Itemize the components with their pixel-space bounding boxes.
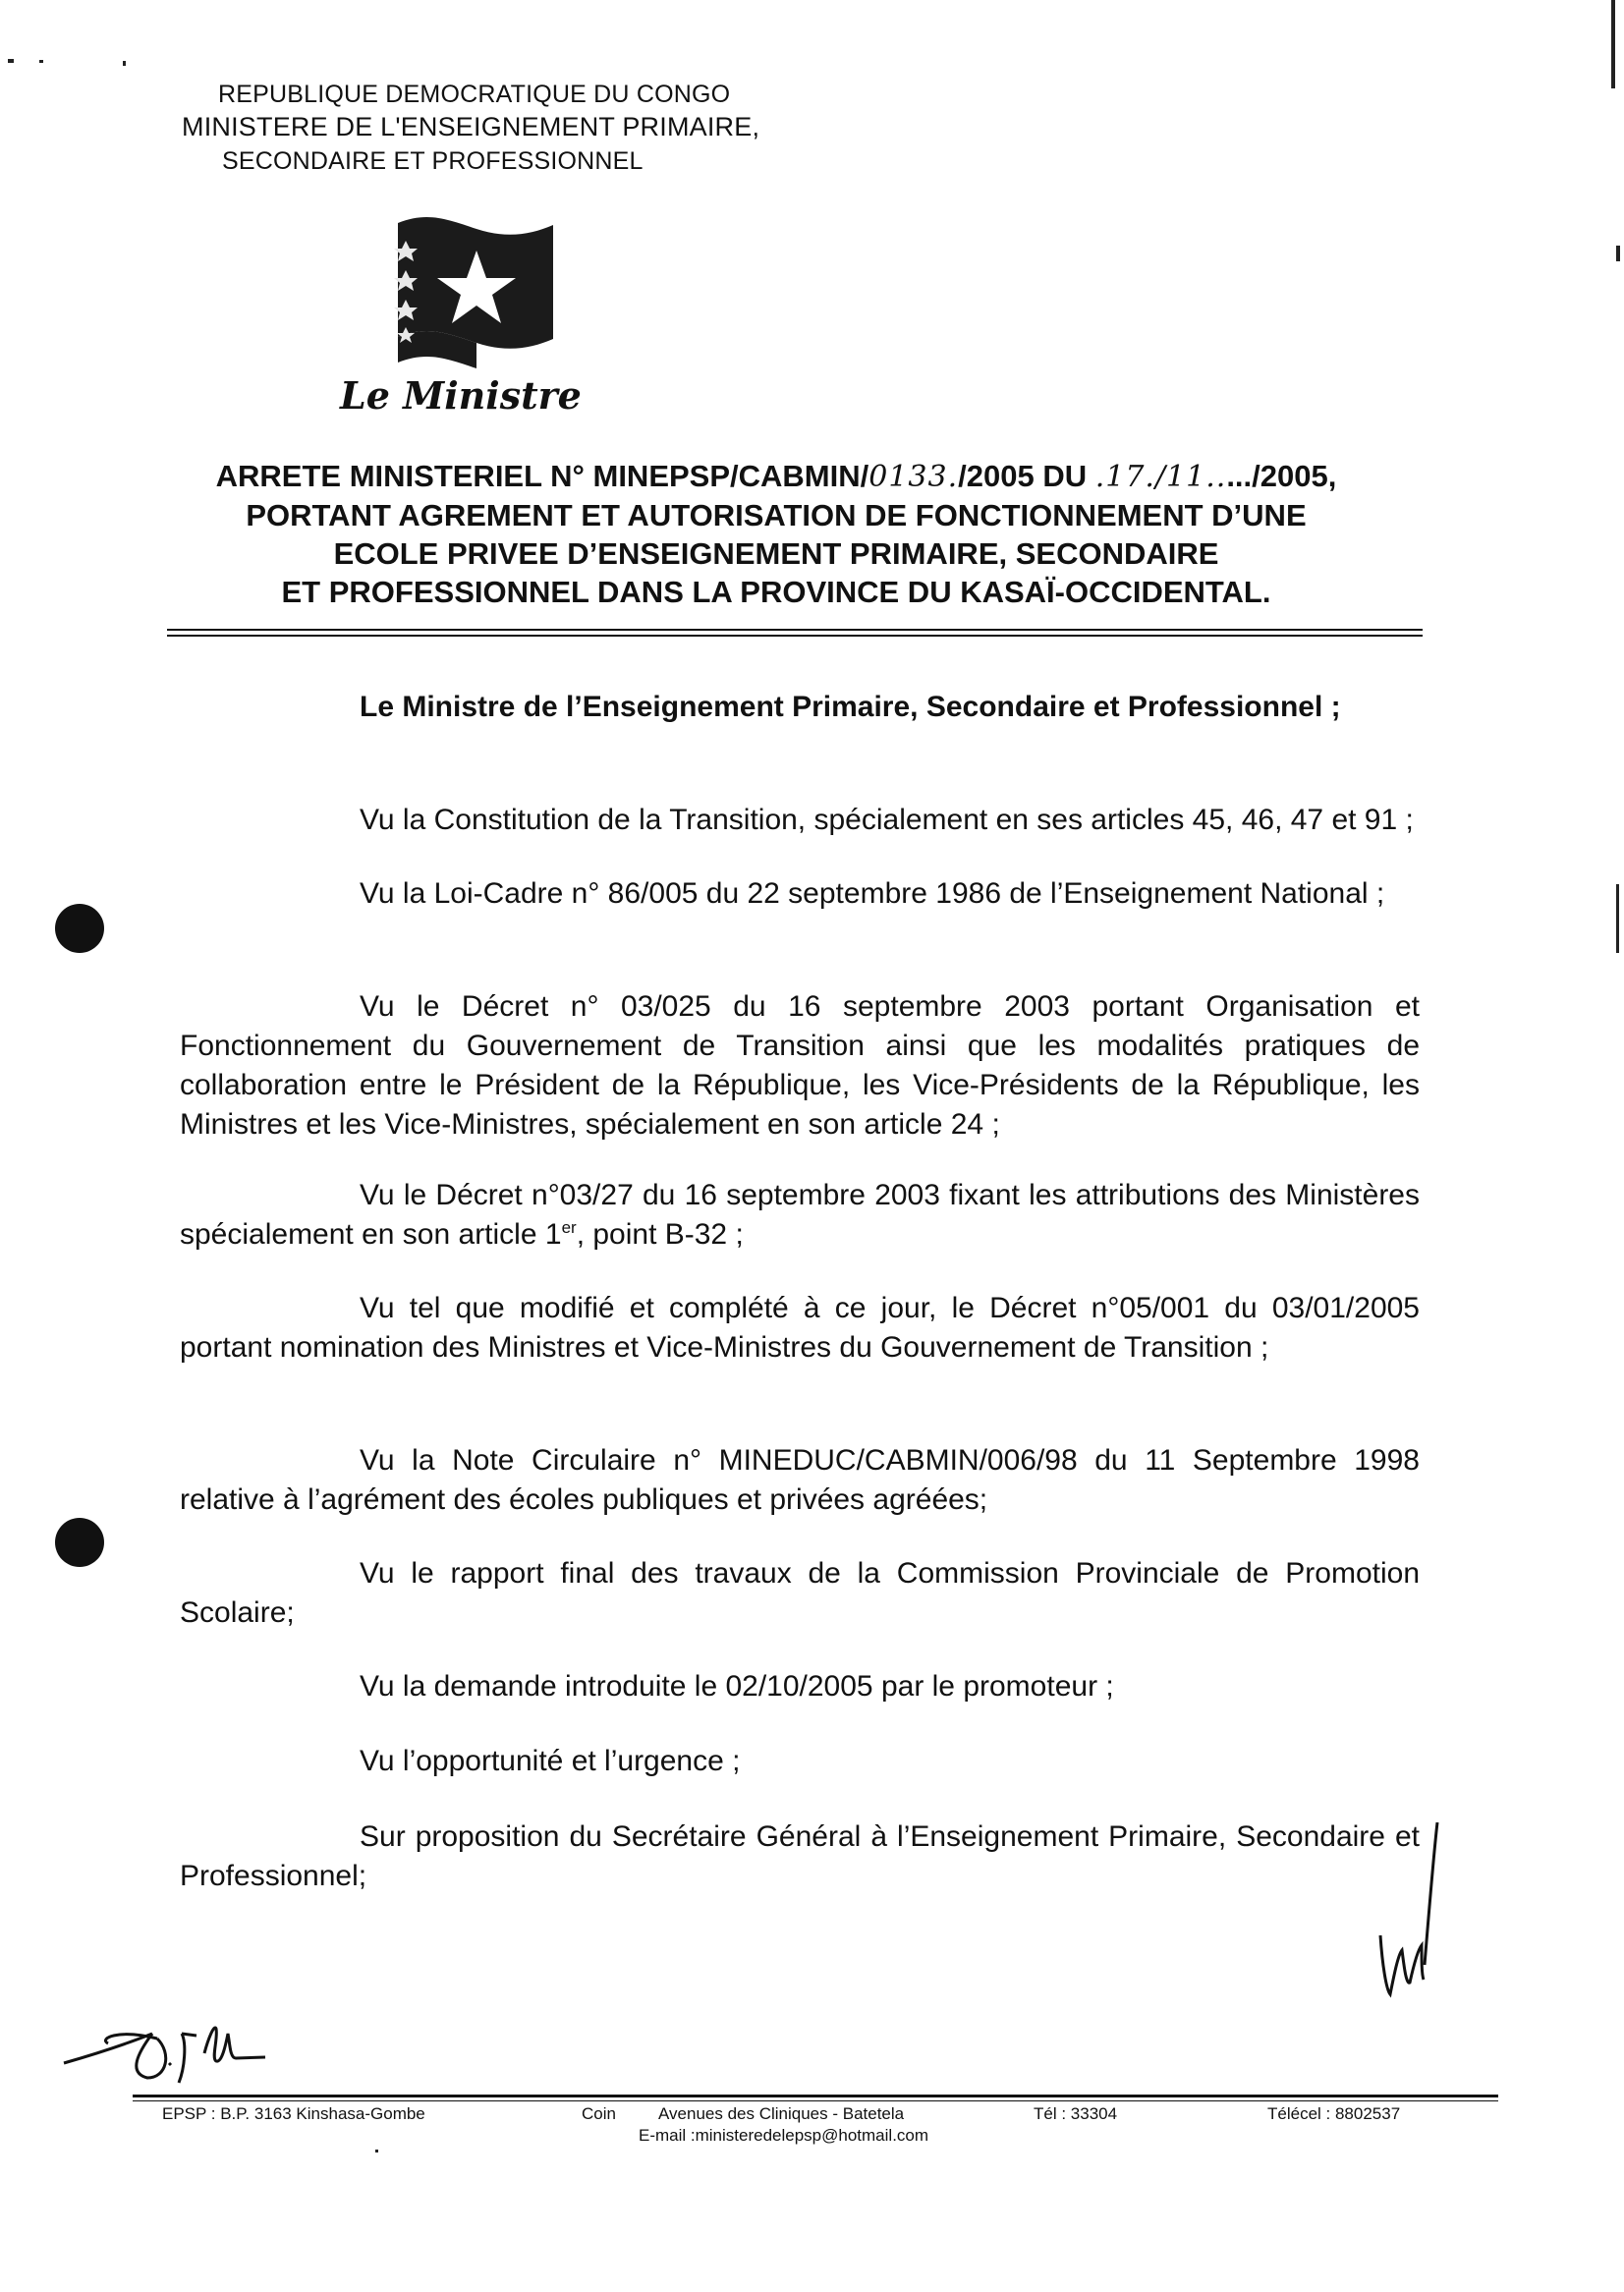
scan-edge-mark xyxy=(1611,0,1615,88)
decree-title-line3: ECOLE PRIVEE D’ENSEIGNEMENT PRIMAIRE, SECONDAIRE xyxy=(333,536,1219,571)
header-republic: REPUBLIQUE DEMOCRATIQUE DU CONGO xyxy=(218,81,731,108)
scan-speck xyxy=(375,2150,378,2152)
footer-email: E-mail :ministeredelepsp@hotmail.com xyxy=(639,2126,929,2145)
decree-number-handwritten: 0133. xyxy=(868,460,959,494)
considering-constitution: Vu la Constitution de la Transition, spécialement en ses articles 45, 46, 47 et 91 ; xyxy=(360,804,1414,836)
handwritten-initials-right xyxy=(1361,1817,1449,2014)
scan-edge-mark xyxy=(1616,884,1619,953)
decree-title-prefix: ARRETE MINISTERIEL N° MINEPSP/CABMIN/ xyxy=(215,459,869,493)
signatory-title: Le Ministre xyxy=(340,373,582,418)
footer-rule-top xyxy=(133,2095,1498,2097)
signature-right-icon xyxy=(1361,1817,1449,2014)
decret-03-27-text: Vu le Décret n°03/27 du 16 septembre 2003 fixant les attributions des Ministères spécialement en son article 1 xyxy=(180,1179,1420,1251)
considering-rapport-final: Vu le rapport final des travaux de la Commission Provinciale de Promotion Scolaire; xyxy=(180,1557,1420,1629)
scan-speck xyxy=(8,59,14,63)
handwritten-signature-left xyxy=(59,1985,285,2093)
footer-tel: Tél : 33304 xyxy=(1034,2104,1118,2123)
punch-hole xyxy=(55,904,104,953)
signature-left-icon xyxy=(59,1985,285,2093)
decree-date-handwritten: .17./11.. xyxy=(1094,460,1227,494)
footer-avenues: Avenues des Cliniques - Batetela xyxy=(658,2104,905,2123)
intro-paragraph: Le Ministre de l’Enseignement Primaire, Secondaire et Professionnel ; xyxy=(360,691,1341,723)
flag-star-icon xyxy=(388,201,565,378)
considering-decret-03-27 xyxy=(180,1176,1420,1255)
title-rule-bottom xyxy=(167,635,1423,637)
scan-speck xyxy=(39,60,43,63)
footer-address: EPSP : B.P. 3163 Kinshasa-Gombe xyxy=(162,2104,425,2123)
considering-note-circulaire: Vu la Note Circulaire n° MINEDUC/CABMIN/006/98 du 11 Septembre 1998 relative à l’agrément des écoles publiques et privées agréées; xyxy=(180,1444,1420,1516)
title-rule-top xyxy=(167,629,1423,631)
considering-opportunite: Vu l’opportunité et l’urgence ; xyxy=(360,1745,741,1777)
scan-edge-mark xyxy=(1616,246,1620,261)
considering-decret-03-025: Vu le Décret n° 03/025 du 16 septembre 2003 portant Organisation et Fonctionnement du Gouvernement de Transition ainsi que les modalités pratiques de collaboration entre le Président de la République, les Vice-Présidents de la République, les Ministres et les Vice-Ministres, spécialement en son article 24 ; xyxy=(180,990,1420,1141)
considering-decret-05-001: Vu tel que modifié et complété à ce jour, le Décret n°05/001 du 03/01/2005 portant nomination des Ministres et Vice-Ministres du Gouvernement de Transition ; xyxy=(180,1292,1420,1364)
decree-title-mid: /2005 DU xyxy=(958,459,1095,493)
decree-title-line1 xyxy=(138,457,1415,496)
flag-star-emblem xyxy=(388,201,565,378)
footer-coin: Coin xyxy=(582,2104,616,2123)
decree-title-line4: ET PROFESSIONNEL DANS LA PROVINCE DU KASAÏ-OCCIDENTAL. xyxy=(281,575,1271,609)
considering-demande: Vu la demande introduite le 02/10/2005 par le promoteur ; xyxy=(360,1670,1114,1703)
punch-hole xyxy=(55,1518,104,1567)
decret-03-27-point: , point B-32 ; xyxy=(576,1218,744,1251)
decree-title xyxy=(138,457,1415,611)
footer-telecel: Télécel : 8802537 xyxy=(1267,2104,1401,2123)
decree-title-line2: PORTANT AGREMENT ET AUTORISATION DE FONCTIONNEMENT D’UNE xyxy=(246,498,1307,532)
decret-03-27-sup: er xyxy=(561,1218,577,1237)
considering-loi-cadre: Vu la Loi-Cadre n° 86/005 du 22 septembre 1986 de l’Enseignement National ; xyxy=(360,877,1385,910)
footer-rule-bottom xyxy=(133,2100,1498,2101)
scan-speck xyxy=(123,61,126,66)
header-ministry-sub: SECONDAIRE ET PROFESSIONNEL xyxy=(222,147,644,175)
decree-title-suffix: .../2005, xyxy=(1226,459,1337,493)
header-ministry: MINISTERE DE L'ENSEIGNEMENT PRIMAIRE, xyxy=(182,112,760,141)
proposal-paragraph: Sur proposition du Secrétaire Général à l’Enseignement Primaire, Secondaire et Professionnel; xyxy=(180,1820,1420,1892)
